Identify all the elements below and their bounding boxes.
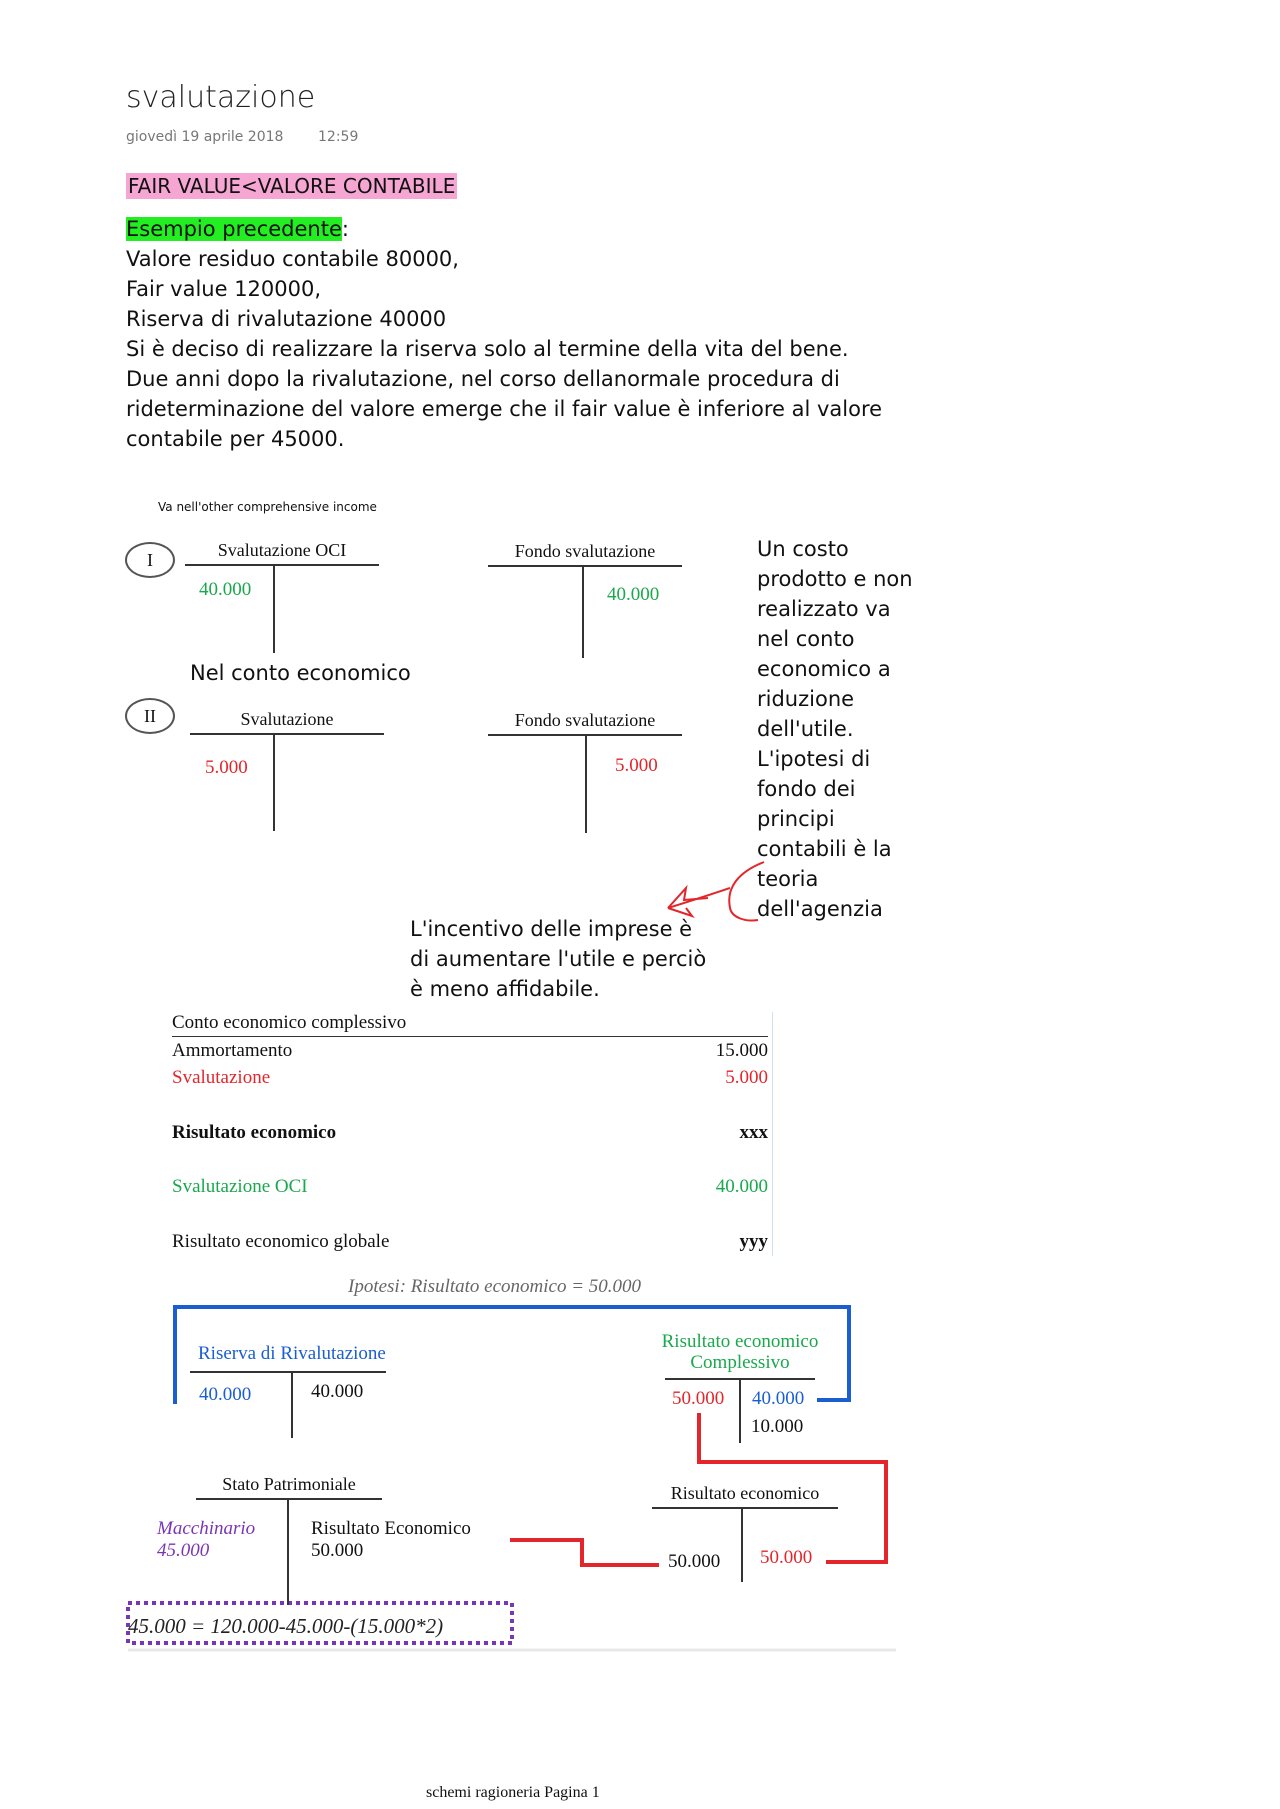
example-label: Esempio precedente xyxy=(126,217,342,241)
income-row-label: Svalutazione OCI xyxy=(172,1176,308,1197)
t-account-line xyxy=(273,565,275,653)
sp-liability xyxy=(311,1518,471,1562)
rec-credit-1: 40.000 xyxy=(752,1388,805,1409)
example-colon: : xyxy=(341,217,349,241)
income-row xyxy=(172,1231,768,1253)
page-footer: schemi ragioneria Pagina 1 xyxy=(426,1784,600,1801)
account-title-svalutazione-oci: Svalutazione OCI xyxy=(217,540,347,560)
rec-title xyxy=(640,1331,840,1373)
fondo1-credit: 40.000 xyxy=(607,584,660,605)
svalutazione-debit: 5.000 xyxy=(205,757,248,778)
t-account-line xyxy=(185,564,379,566)
text-line-2: Fair value 120000, xyxy=(126,277,322,301)
t-account-line xyxy=(190,1371,386,1373)
incentive-note: L'incentivo delle imprese è di aumentare l'utile e perciò è meno affidabile. xyxy=(410,917,707,1001)
example-line xyxy=(126,214,349,244)
fondo2-credit: 5.000 xyxy=(615,755,658,776)
income-note: Nel conto economico xyxy=(190,661,411,685)
t-account-line xyxy=(287,1499,289,1605)
sp-asset-line2: 45.000 xyxy=(157,1540,210,1561)
t-account-line xyxy=(585,735,587,833)
account-title-svalutazione: Svalutazione xyxy=(240,709,334,729)
page-date: giovedì 19 aprile 2018 xyxy=(126,129,284,145)
hypothesis: Ipotesi: Risultato economico = 50.000 xyxy=(348,1276,642,1297)
step-marker-1: I xyxy=(125,542,175,578)
income-row-value: 15.000 xyxy=(715,1040,768,1061)
re-credit: 50.000 xyxy=(760,1547,813,1568)
arrow-icon xyxy=(660,858,770,928)
re-debit: 50.000 xyxy=(668,1551,721,1572)
income-row-value: 40.000 xyxy=(715,1176,768,1197)
page-time: 12:59 xyxy=(318,129,359,145)
text-line-1: Valore residuo contabile 80000, xyxy=(126,247,459,271)
riserva-debit: 40.000 xyxy=(199,1384,252,1405)
income-statement-edge xyxy=(772,1012,773,1256)
riserva-title: Riserva di Rivalutazione xyxy=(198,1343,386,1364)
side-note: Un costo prodotto e non realizzato va nel conto economico a riduzione dell'utile. L'ipotesi di fondo dei principi contabili è la teoria dell'agenzia xyxy=(757,537,913,921)
income-statement-rule xyxy=(172,1036,768,1037)
income-row-label: Ammortamento xyxy=(172,1040,293,1061)
text-line-3: Riserva di rivalutazione 40000 xyxy=(126,307,447,331)
income-row xyxy=(172,1040,768,1062)
income-row-value: 5.000 xyxy=(725,1067,768,1088)
rec-debit: 50.000 xyxy=(672,1388,725,1409)
t-account-line xyxy=(652,1507,838,1509)
t-account-line xyxy=(582,566,584,658)
text-line-7: contabile per 45000. xyxy=(126,427,345,451)
t-account-line xyxy=(741,1508,743,1582)
income-row-value: xxx xyxy=(739,1122,768,1143)
income-row-value: yyy xyxy=(739,1231,768,1252)
sp-liability-line1: Risultato Economico xyxy=(311,1518,471,1539)
income-row xyxy=(172,1067,768,1089)
account-title-fondo-svalutazione: Fondo svalutazione xyxy=(514,541,656,561)
t-account-line xyxy=(273,734,275,831)
re-title: Risultato economico xyxy=(670,1483,820,1503)
sp-asset xyxy=(157,1518,255,1562)
t-account-line xyxy=(196,1498,382,1500)
t-account-line xyxy=(739,1379,741,1443)
t-account-line xyxy=(190,733,384,735)
riserva-credit: 40.000 xyxy=(311,1381,364,1402)
oci-note: Va nell'other comprehensive income xyxy=(158,500,377,514)
rec-title-line1: Risultato economico xyxy=(661,1331,819,1352)
income-statement-title: Conto economico complessivo xyxy=(172,1012,407,1033)
rec-credit-2: 10.000 xyxy=(751,1416,804,1437)
text-line-6: rideterminazione del valore emerge che il fair value è inferiore al valore xyxy=(126,397,883,421)
t-account-line xyxy=(291,1372,293,1438)
rec-title-line2: Complessivo xyxy=(690,1352,790,1373)
income-row-label: Risultato economico globale xyxy=(172,1231,390,1252)
income-row xyxy=(172,1122,768,1144)
income-row-label: Svalutazione xyxy=(172,1067,271,1088)
sp-asset-line1: Macchinario xyxy=(157,1518,256,1539)
text-line-5: Due anni dopo la rivalutazione, nel corso dellanormale procedura di xyxy=(126,367,840,391)
step-marker-2: II xyxy=(125,698,175,734)
sp-liability-line2: 50.000 xyxy=(311,1540,364,1561)
formula: 45.000 = 120.000-45.000-(15.000*2) xyxy=(128,1614,444,1638)
svalutazione-oci-debit: 40.000 xyxy=(199,579,252,600)
account-title-fondo-svalutazione-2: Fondo svalutazione xyxy=(514,710,656,730)
text-line-4: Si è deciso di realizzare la riserva solo al termine della vita del bene. xyxy=(126,337,849,361)
sp-title: Stato Patrimoniale xyxy=(222,1474,356,1494)
income-row xyxy=(172,1176,768,1198)
page-title: svalutazione xyxy=(126,80,316,115)
highlighted-heading: FAIR VALUE<VALORE CONTABILE xyxy=(128,174,456,198)
t-account-line xyxy=(488,565,682,567)
income-row-label: Risultato economico xyxy=(172,1122,337,1143)
